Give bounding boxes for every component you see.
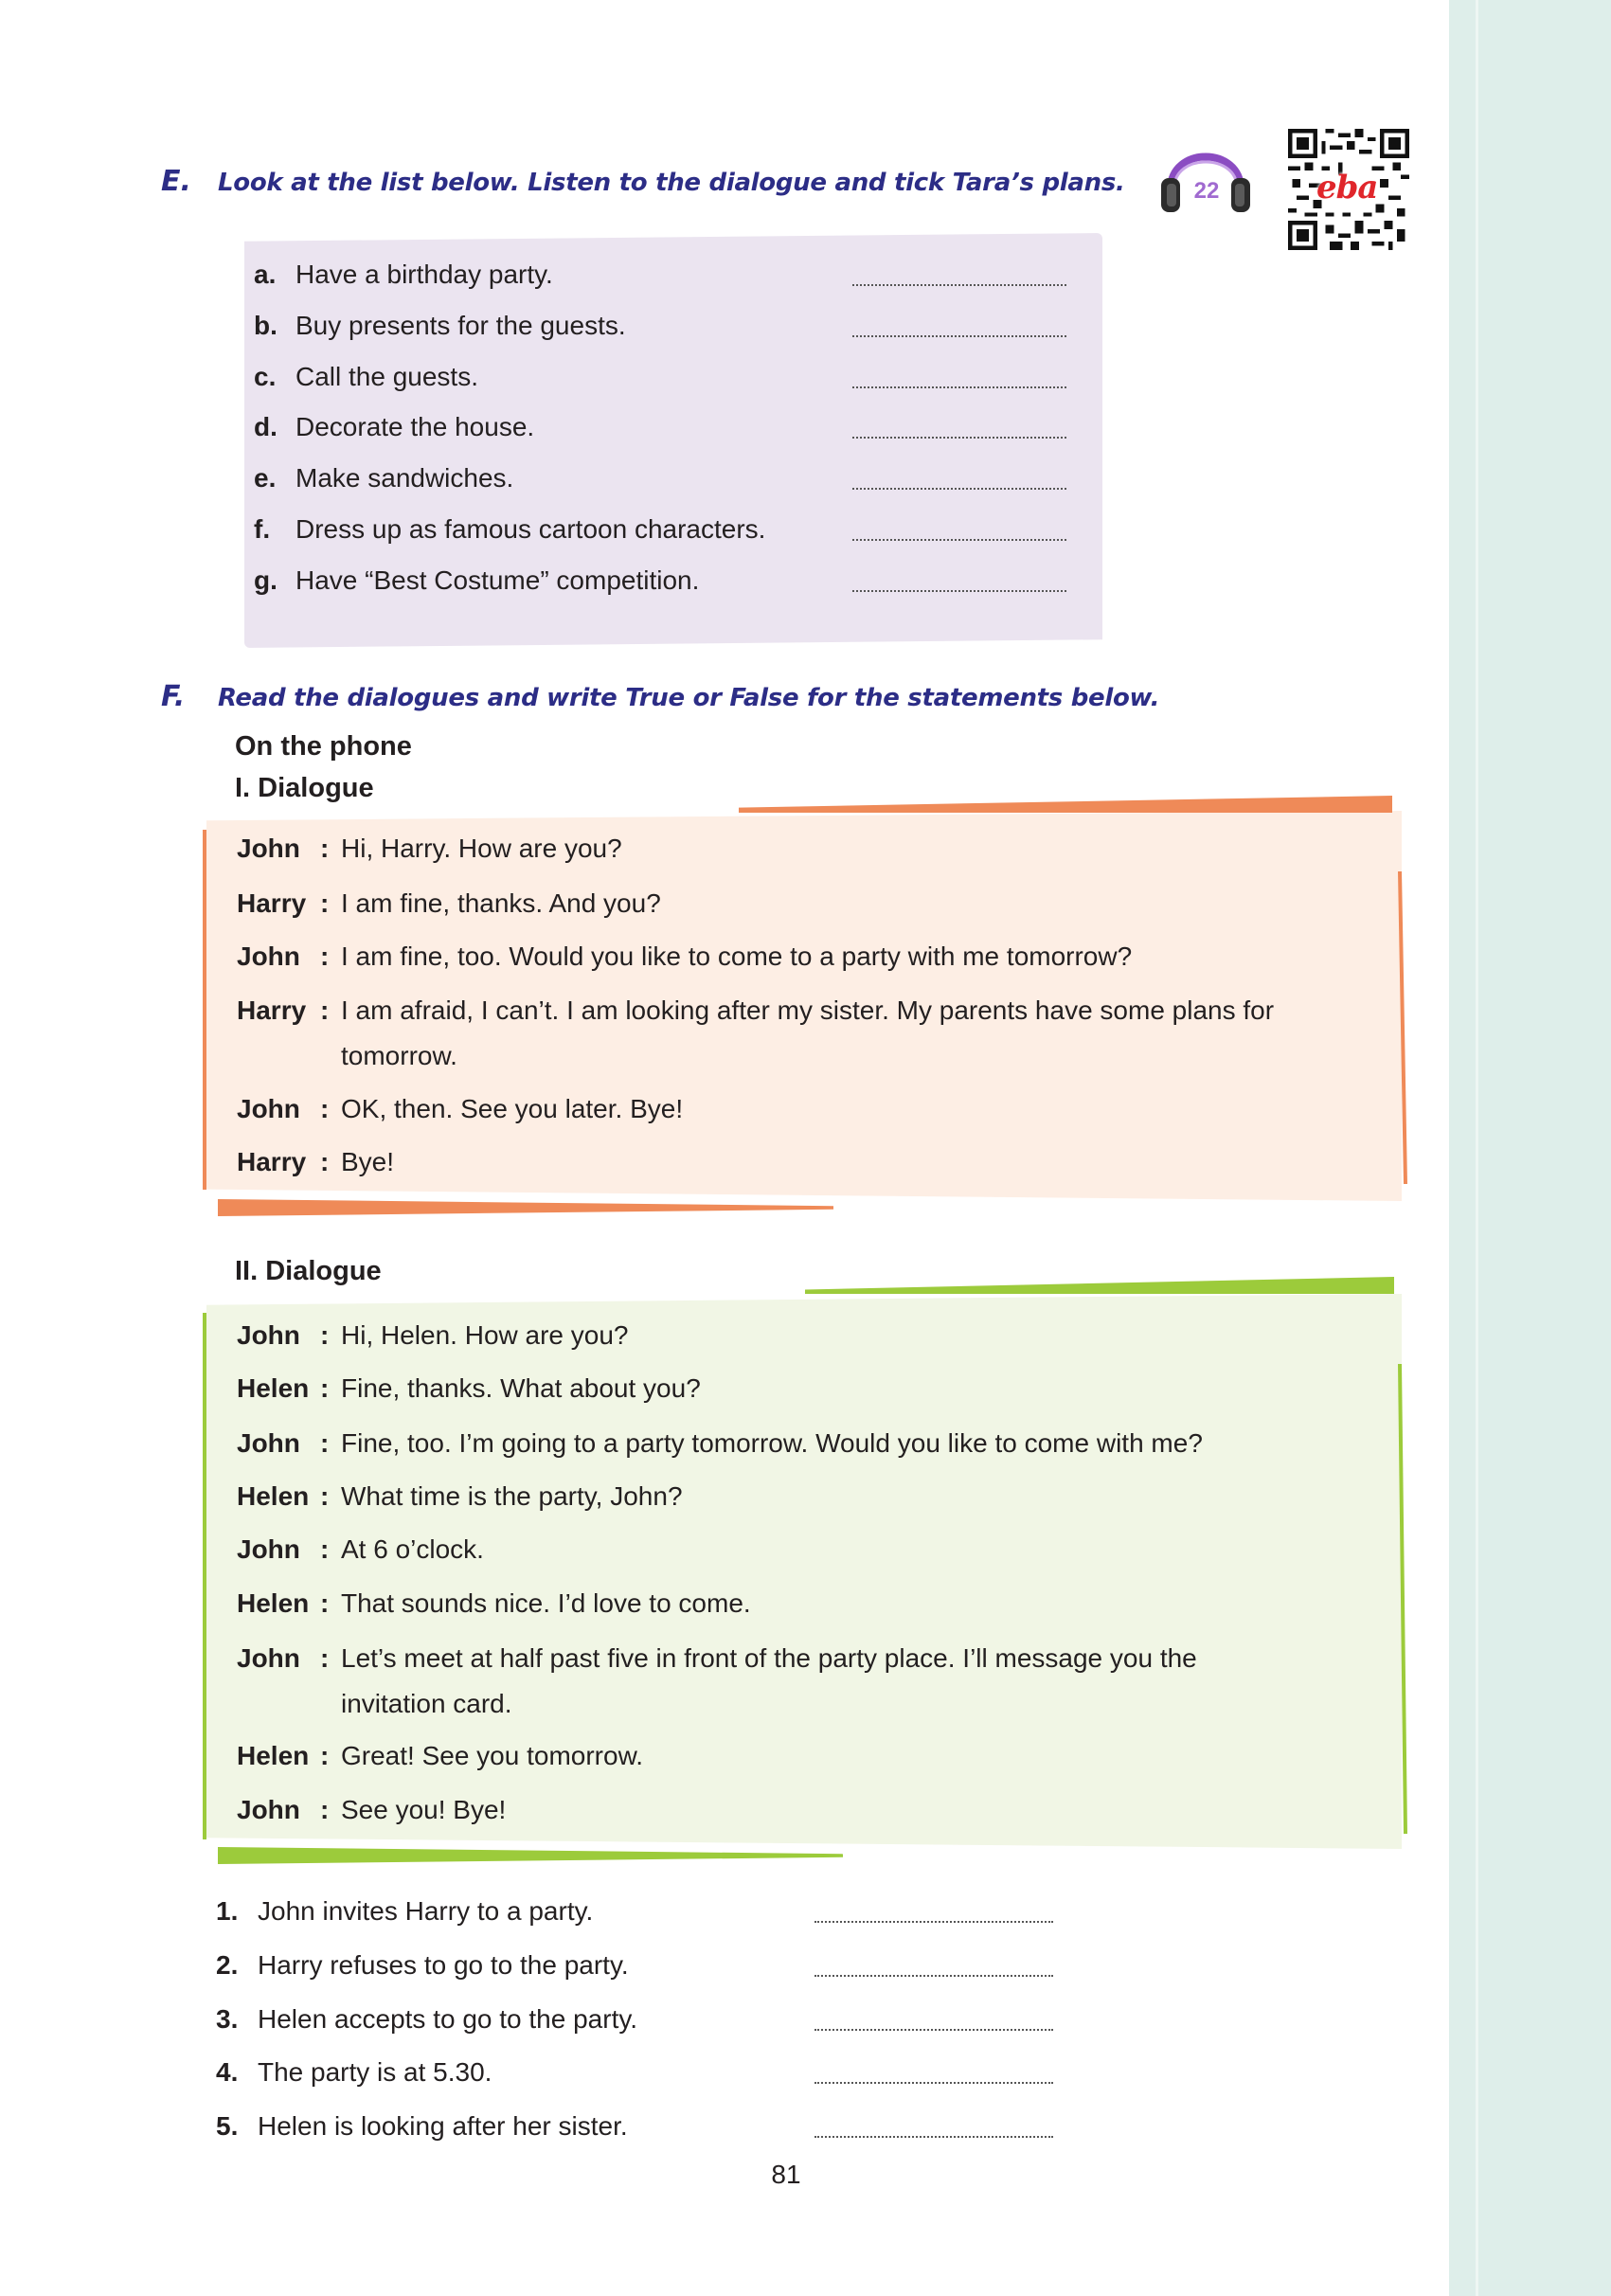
true-false-answer-blank[interactable]: [814, 2082, 1053, 2084]
tick-answer-blank[interactable]: [852, 590, 1066, 592]
true-false-answer-blank[interactable]: [814, 2136, 1053, 2138]
statement-item: 1. John invites Harry to a party.: [216, 1896, 594, 1926]
tick-answer-blank[interactable]: [852, 335, 1066, 337]
tick-answer-blank[interactable]: [852, 488, 1066, 490]
plan-item: f. Dress up as famous cartoon characters.: [254, 514, 766, 544]
section-e-letter: E.: [161, 165, 191, 198]
dialogue-2-bottom-stripe: [218, 1847, 843, 1864]
dialogue-2-left-stripe: [203, 1313, 206, 1839]
dialogue-2-title: II. Dialogue: [235, 1256, 382, 1286]
statement-item: 4. The party is at 5.30.: [216, 2057, 492, 2087]
true-false-answer-blank[interactable]: [814, 1921, 1053, 1923]
plan-item: e. Make sandwiches.: [254, 463, 514, 493]
qr-eba-logo: eba: [1316, 169, 1378, 206]
dialogue-1-bottom-stripe: [218, 1199, 833, 1216]
section-f-letter: F.: [161, 680, 186, 713]
statement-item: 3. Helen accepts to go to the party.: [216, 2004, 638, 2034]
tick-answer-blank[interactable]: [852, 539, 1066, 541]
section-e-instruction: Look at the list below. Listen to the dialogue and tick Tara’s plans.: [218, 169, 1125, 197]
page-side-strip: [1449, 0, 1611, 2296]
true-false-answer-blank[interactable]: [814, 1975, 1053, 1977]
plan-item: c. Call the guests.: [254, 362, 478, 391]
plan-item: b. Buy presents for the guests.: [254, 311, 626, 340]
section-f-subtitle: On the phone: [235, 731, 412, 762]
page-side-strip-line: [1476, 0, 1478, 2296]
audio-track-number: 22: [1193, 178, 1220, 204]
plan-item: g. Have “Best Costume” competition.: [254, 565, 700, 595]
dialogue-1-title: I. Dialogue: [235, 773, 374, 803]
tick-answer-blank[interactable]: [852, 386, 1066, 388]
section-f-instruction: Read the dialogues and write True or False for the statements below.: [218, 684, 1160, 712]
true-false-answer-blank[interactable]: [814, 2029, 1053, 2031]
dialogue-1-top-stripe: [739, 796, 1392, 813]
statement-item: 2. Harry refuses to go to the party.: [216, 1950, 629, 1980]
plan-item: a. Have a birthday party.: [254, 260, 553, 289]
dialogue-1-left-stripe: [203, 830, 206, 1190]
plan-item: d. Decorate the house.: [254, 412, 535, 441]
page-number: 81: [771, 2160, 801, 2189]
tick-answer-blank[interactable]: [852, 284, 1066, 286]
dialogue-2-top-stripe: [805, 1277, 1394, 1294]
statement-item: 5. Helen is looking after her sister.: [216, 2111, 628, 2141]
tick-answer-blank[interactable]: [852, 437, 1066, 439]
